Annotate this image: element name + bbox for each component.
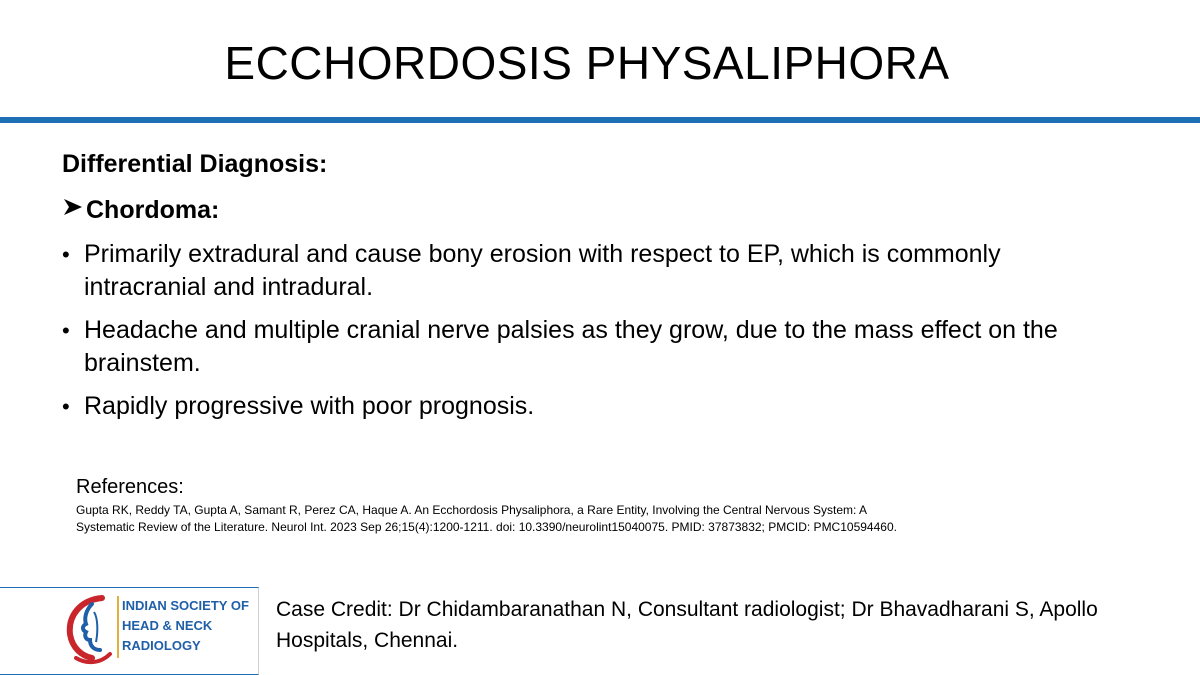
section-label (62, 196, 219, 225)
list-item (62, 390, 1102, 423)
section-label-text: Chordoma: (86, 196, 220, 224)
society-logo (0, 587, 259, 675)
references-title: References: (76, 476, 184, 498)
list-item (62, 314, 1102, 380)
bullet-dot-icon: • (62, 242, 70, 267)
bullet-list (62, 238, 1102, 433)
bullet-dot-icon: • (62, 318, 70, 343)
logo-line: RADIOLOGY (122, 638, 201, 653)
logo-divider (117, 596, 119, 658)
title-divider (0, 117, 1200, 123)
case-credit: Case Credit: Dr Chidambaranathan N, Consultant radiologist; Dr Bhavadharani S, Apollo Hospitals, Chennai. (276, 598, 1098, 652)
list-item (62, 238, 1102, 304)
arrow-bullet-icon (62, 196, 84, 225)
references-text: Gupta RK, Reddy TA, Gupta A, Samant R, Perez CA, Haque A. An Ecchordosis Physaliphora, a Rare Entity, Involving the Central Nervous System: A Systematic Review of the Literature. Neurol Int. 2023 Sep 26;15(4):1200-1211. doi: 10.3390/neurolint15040075. PMID: 37873832; PMCID: PMC10594460. (76, 503, 897, 534)
bullet-dot-icon: • (62, 394, 70, 419)
logo-line: INDIAN SOCIETY OF (122, 598, 249, 613)
logo-line: HEAD & NECK (122, 618, 213, 633)
society-emblem-icon (62, 592, 114, 668)
bullet-text: Rapidly progressive with poor prognosis. (84, 392, 535, 420)
bullet-text: Primarily extradural and cause bony erosion with respect to EP, which is commonly intracranial and intradural. (84, 240, 1001, 301)
bullet-text: Headache and multiple cranial nerve palsies as they grow, due to the mass effect on the brainstem. (84, 316, 1058, 377)
references (76, 476, 906, 536)
subheading: Differential Diagnosis: (62, 150, 328, 178)
logo-text (122, 596, 249, 656)
slide-title: ECCHORDOSIS PHYSALIPHORA (224, 37, 950, 89)
